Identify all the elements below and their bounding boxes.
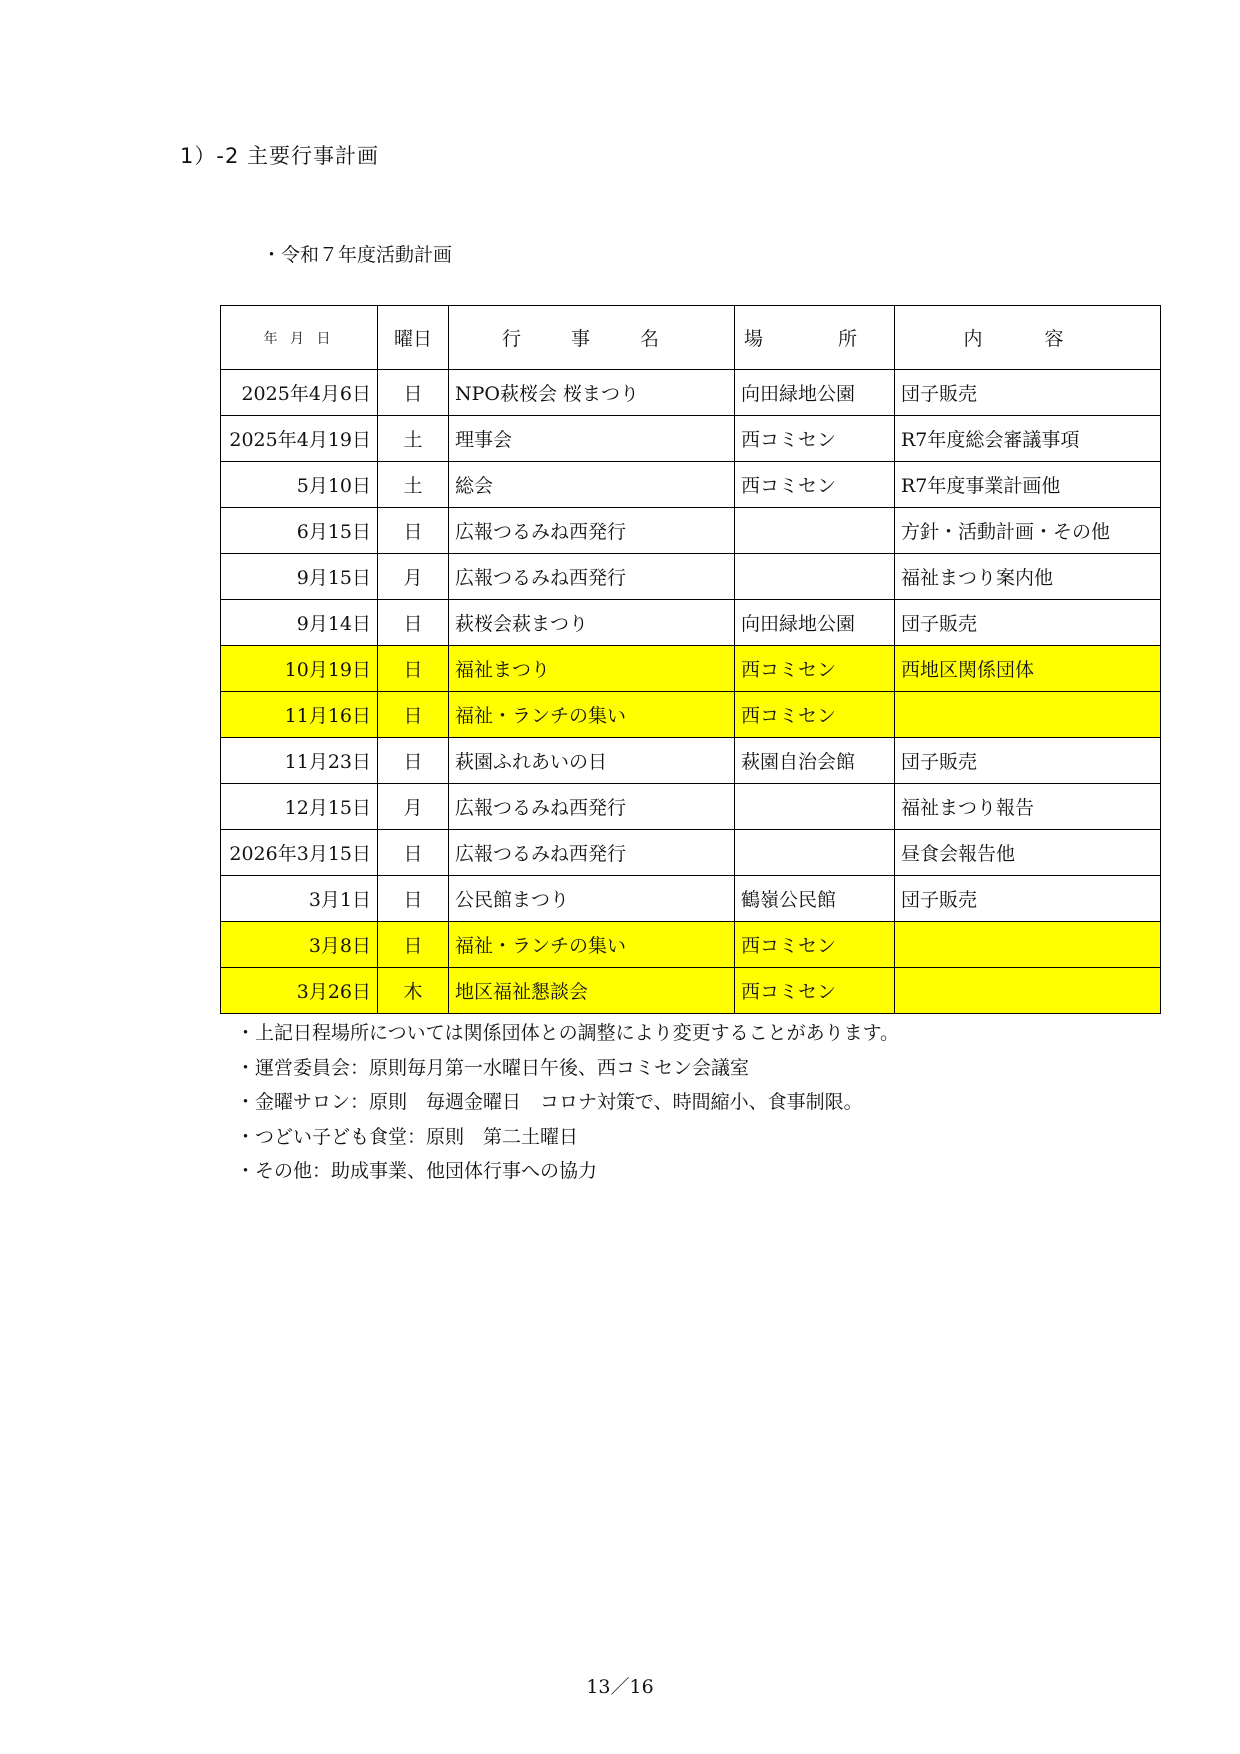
cell-place: 西コミセン	[735, 646, 895, 692]
cell-date: 11月23日	[221, 738, 378, 784]
cell-event-name: 福祉まつり	[449, 646, 735, 692]
cell-date: 11月16日	[221, 692, 378, 738]
cell-place	[735, 784, 895, 830]
cell-content: 方針・活動計画・その他	[895, 508, 1161, 554]
table-header-row	[221, 306, 1161, 370]
cell-content: 福祉まつり報告	[895, 784, 1161, 830]
note-item: ・金曜サロン：原則 毎週金曜日 コロナ対策で、時間縮小、食事制限。	[236, 1091, 863, 1113]
section-subheading: ・令和７年度活動計画	[262, 244, 453, 266]
table-row	[221, 554, 1161, 600]
table-row	[221, 462, 1161, 508]
cell-event-name: 広報つるみね西発行	[449, 554, 735, 600]
table-row	[221, 784, 1161, 830]
cell-place: 西コミセン	[735, 416, 895, 462]
table-row	[221, 600, 1161, 646]
cell-content: 西地区関係団体	[895, 646, 1161, 692]
cell-day: 日	[378, 692, 449, 738]
cell-place: 向田緑地公園	[735, 370, 895, 416]
event-schedule-table	[220, 305, 1161, 1014]
cell-day: 日	[378, 600, 449, 646]
cell-event-name: 広報つるみね西発行	[449, 508, 735, 554]
table-row-highlighted	[221, 922, 1161, 968]
cell-place: 鶴嶺公民館	[735, 876, 895, 922]
table-row	[221, 416, 1161, 462]
table-row	[221, 876, 1161, 922]
cell-date: 3月1日	[221, 876, 378, 922]
cell-date: 3月26日	[221, 968, 378, 1014]
cell-day: 日	[378, 508, 449, 554]
cell-content	[895, 922, 1161, 968]
cell-place: 西コミセン	[735, 968, 895, 1014]
header-place: 場 所	[735, 306, 895, 370]
header-event-name: 行 事 名	[449, 306, 735, 370]
cell-event-name: 萩桜会萩まつり	[449, 600, 735, 646]
cell-day: 日	[378, 738, 449, 784]
cell-date: 9月14日	[221, 600, 378, 646]
cell-content	[895, 968, 1161, 1014]
cell-place	[735, 554, 895, 600]
notes-list	[236, 1016, 899, 1189]
cell-date: 9月15日	[221, 554, 378, 600]
cell-place: 向田緑地公園	[735, 600, 895, 646]
table-row-highlighted	[221, 968, 1161, 1014]
cell-date: 6月15日	[221, 508, 378, 554]
cell-day: 木	[378, 968, 449, 1014]
cell-place	[735, 508, 895, 554]
cell-content: 団子販売	[895, 876, 1161, 922]
cell-content: R7年度総会審議事項	[895, 416, 1161, 462]
section-heading: 1）-2 主要行事計画	[180, 144, 379, 168]
header-date: 年 月 日	[221, 306, 378, 370]
cell-content: 福祉まつり案内他	[895, 554, 1161, 600]
cell-date: 2026年3月15日	[221, 830, 378, 876]
cell-day: 土	[378, 462, 449, 508]
cell-place	[735, 830, 895, 876]
cell-event-name: 総会	[449, 462, 735, 508]
cell-day: 日	[378, 370, 449, 416]
table-row-highlighted	[221, 646, 1161, 692]
cell-date: 2025年4月6日	[221, 370, 378, 416]
cell-event-name: NPO萩桜会 桜まつり	[449, 370, 735, 416]
page-number: 13／16	[586, 1676, 654, 1698]
cell-day: 日	[378, 830, 449, 876]
cell-event-name: 福祉・ランチの集い	[449, 692, 735, 738]
cell-date: 3月8日	[221, 922, 378, 968]
cell-content: 団子販売	[895, 370, 1161, 416]
cell-event-name: 公民館まつり	[449, 876, 735, 922]
table-row-highlighted	[221, 692, 1161, 738]
table-row	[221, 508, 1161, 554]
note-item: ・その他：助成事業、他団体行事への協力	[236, 1160, 598, 1182]
cell-content: 団子販売	[895, 738, 1161, 784]
note-item: ・上記日程場所については関係団体との調整により変更することがあります。	[236, 1022, 900, 1044]
cell-date: 5月10日	[221, 462, 378, 508]
cell-event-name: 理事会	[449, 416, 735, 462]
cell-event-name: 萩園ふれあいの日	[449, 738, 735, 784]
table-row	[221, 830, 1161, 876]
cell-content: 団子販売	[895, 600, 1161, 646]
cell-day: 日	[378, 922, 449, 968]
cell-date: 10月19日	[221, 646, 378, 692]
cell-event-name: 福祉・ランチの集い	[449, 922, 735, 968]
cell-content: 昼食会報告他	[895, 830, 1161, 876]
cell-day: 月	[378, 784, 449, 830]
cell-event-name: 広報つるみね西発行	[449, 830, 735, 876]
cell-day: 土	[378, 416, 449, 462]
cell-date: 2025年4月19日	[221, 416, 378, 462]
cell-content	[895, 692, 1161, 738]
cell-content: R7年度事業計画他	[895, 462, 1161, 508]
cell-place: 萩園自治会館	[735, 738, 895, 784]
header-content: 内 容	[895, 306, 1161, 370]
cell-event-name: 地区福祉懇談会	[449, 968, 735, 1014]
note-item: ・運営委員会：原則毎月第一水曜日午後、西コミセン会議室	[236, 1056, 750, 1079]
cell-day: 月	[378, 554, 449, 600]
cell-date: 12月15日	[221, 784, 378, 830]
table-row	[221, 738, 1161, 784]
table-row	[221, 370, 1161, 416]
cell-event-name: 広報つるみね西発行	[449, 784, 735, 830]
cell-day: 日	[378, 876, 449, 922]
cell-place: 西コミセン	[735, 462, 895, 508]
header-day: 曜日	[378, 306, 449, 370]
note-item: ・つどい子ども食堂：原則 第二土曜日	[236, 1125, 579, 1148]
cell-place: 西コミセン	[735, 922, 895, 968]
cell-day: 日	[378, 646, 449, 692]
cell-place: 西コミセン	[735, 692, 895, 738]
